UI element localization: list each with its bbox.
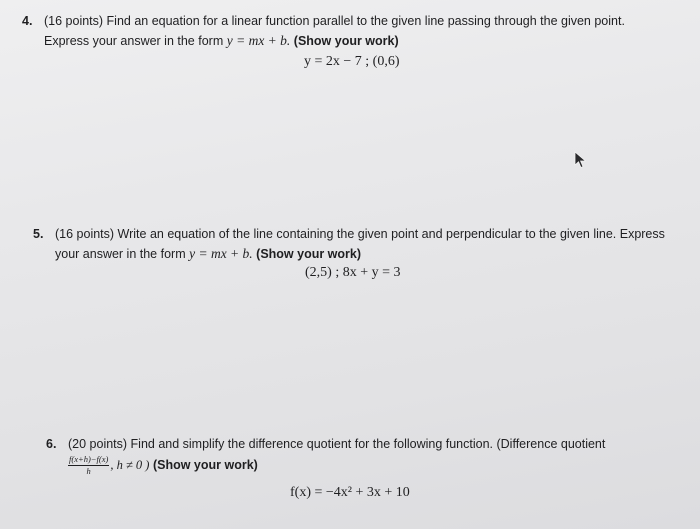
problem-5-form-prefix: your answer in the form [55, 247, 190, 261]
problem-4-number: 4. [22, 14, 33, 28]
problem-4 [22, 12, 625, 51]
problem-4-form-prefix: Express your answer in the form [44, 34, 227, 48]
problem-5-form: y = mx + b. [189, 246, 253, 261]
problem-5-line-2 [33, 244, 665, 264]
problem-6-line-2 [46, 455, 605, 476]
problem-5 [33, 225, 665, 264]
problem-4-line-1 [22, 12, 625, 31]
problem-6-prompt: (20 points) Find and simplify the difference quotient for the following function. (Difference quotient [68, 437, 606, 451]
problem-4-show-work: (Show your work) [293, 34, 399, 48]
mouse-pointer-icon [574, 151, 588, 169]
problem-5-line-1 [33, 225, 665, 244]
fraction-denominator: h [86, 466, 91, 476]
difference-quotient-fraction [68, 455, 109, 476]
fraction-numerator: f(x+h)−f(x) [69, 454, 109, 464]
problem-5-equation: (2,5) ; 8x + y = 3 [305, 265, 401, 280]
problem-4-prompt: (16 points) Find an equation for a linear function parallel to the given line passing through the given point. [44, 14, 625, 28]
problem-5-number: 5. [33, 227, 44, 241]
problem-6-line-1 [46, 435, 605, 454]
problem-5-prompt: (16 points) Write an equation of the line containing the given point and perpendicular to the given line. Express [55, 227, 665, 241]
problem-4-equation: y = 2x − 7 ; (0,6) [304, 54, 400, 69]
problem-6-equation: f(x) = −4x² + 3x + 10 [290, 485, 410, 500]
problem-6-show-work: (Show your work) [152, 457, 258, 472]
problem-6-condition: , h ≠ 0 ) [110, 457, 150, 472]
problem-6-number: 6. [46, 437, 57, 451]
problem-5-show-work: (Show your work) [256, 247, 362, 261]
problem-6 [46, 435, 605, 476]
problem-4-form: y = mx + b. [226, 33, 291, 48]
problem-4-line-2 [22, 31, 625, 51]
